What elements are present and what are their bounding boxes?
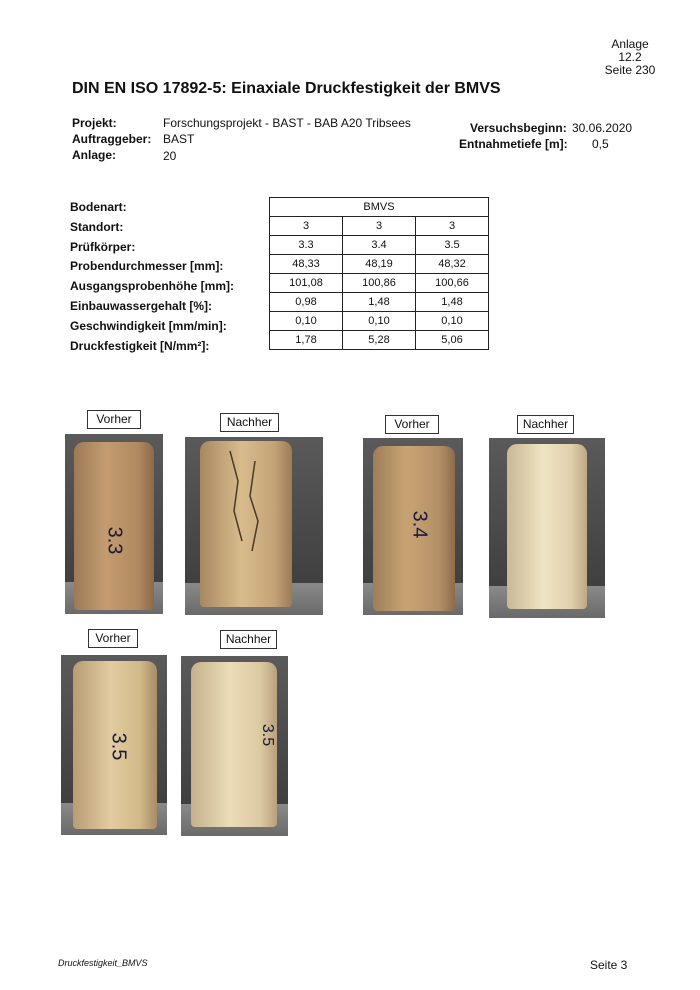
table-cell: 3.3 bbox=[270, 236, 343, 255]
photo-34-after bbox=[489, 438, 605, 618]
anlage-block bbox=[590, 38, 670, 77]
table-row bbox=[270, 236, 489, 255]
table-cell: 100,66 bbox=[416, 274, 489, 293]
footer-left: Druckfestigkeit_BMVS bbox=[58, 958, 148, 968]
table-row bbox=[270, 217, 489, 236]
table-cell: 48,33 bbox=[270, 255, 343, 274]
row-label-druckfestigkeit: Druckfestigkeit [N/mm²]: bbox=[70, 338, 210, 353]
table-cell: 0,10 bbox=[270, 312, 343, 331]
table-cell: 100,86 bbox=[343, 274, 416, 293]
auftraggeber-label: Auftraggeber: bbox=[72, 132, 152, 146]
row-label-standort: Standort: bbox=[70, 219, 124, 234]
photo-33-after bbox=[185, 437, 323, 615]
sample-label-33: 3.3 bbox=[103, 526, 126, 555]
nachher-tag-33: Nachher bbox=[220, 413, 279, 432]
sample-label-34: 3.4 bbox=[408, 510, 431, 539]
anlage-number: 12.2 bbox=[618, 50, 642, 64]
table-cell: 3 bbox=[270, 217, 343, 236]
versuchsbeginn-value: 30.06.2020 bbox=[572, 121, 633, 135]
anlage-meta-label: Anlage: bbox=[72, 148, 117, 162]
table-cell: 3 bbox=[343, 217, 416, 236]
table-cell: 1,48 bbox=[416, 293, 489, 312]
entnahmetiefe-value: 0,5 bbox=[592, 137, 609, 151]
page-number-top: Seite 230 bbox=[604, 63, 656, 77]
sample-label-35-after: 3.5 bbox=[259, 723, 277, 747]
row-label-hoehe: Ausgangsprobenhöhe [mm]: bbox=[70, 279, 234, 294]
table-cell: 0,98 bbox=[270, 293, 343, 312]
table-cell: 1,78 bbox=[270, 331, 343, 350]
photo-33-before bbox=[65, 434, 163, 614]
table-cell: 1,48 bbox=[343, 293, 416, 312]
row-label-geschwindigkeit: Geschwindigkeit [mm/min]: bbox=[70, 318, 227, 333]
photo-34-before bbox=[363, 438, 463, 615]
vorher-tag-33: Vorher bbox=[87, 410, 141, 429]
auftraggeber-value: BAST bbox=[163, 132, 195, 146]
table-cell: 0,10 bbox=[416, 312, 489, 331]
table-row bbox=[270, 293, 489, 312]
anlage-label: Anlage bbox=[611, 37, 649, 51]
table-cell: 48,19 bbox=[343, 255, 416, 274]
projekt-label: Projekt: bbox=[72, 116, 117, 130]
photo-35-before bbox=[61, 655, 167, 835]
table-cell: 3 bbox=[416, 217, 489, 236]
table-row bbox=[270, 312, 489, 331]
table-cell: 5,06 bbox=[416, 331, 489, 350]
photo-35-after bbox=[181, 656, 288, 836]
anlage-meta-value: 20 bbox=[163, 149, 177, 163]
footer-page-number: Seite 3 bbox=[590, 958, 628, 972]
projekt-value: Forschungsprojekt - BAST - BAB A20 Tribsees bbox=[163, 116, 411, 130]
row-label-wassergehalt: Einbauwassergehalt [%]: bbox=[70, 298, 213, 313]
table-cell: 3.4 bbox=[343, 236, 416, 255]
nachher-tag-35: Nachher bbox=[220, 630, 277, 649]
table-cell: 3.5 bbox=[416, 236, 489, 255]
nachher-tag-34: Nachher bbox=[517, 415, 574, 434]
table-row bbox=[270, 255, 489, 274]
vorher-tag-35: Vorher bbox=[88, 629, 138, 648]
entnahmetiefe-label: Entnahmetiefe [m]: bbox=[459, 137, 568, 151]
page-title: DIN EN ISO 17892-5: Einaxiale Druckfestigkeit der BMVS bbox=[72, 80, 501, 97]
table-row-labels bbox=[70, 200, 234, 358]
sample-label-35-before: 3.5 bbox=[107, 732, 130, 761]
row-label-durchmesser: Probendurchmesser [mm]: bbox=[70, 259, 224, 274]
table-cell: 101,08 bbox=[270, 274, 343, 293]
table-cell: 0,10 bbox=[343, 312, 416, 331]
row-label-bodenart: Bodenart: bbox=[70, 200, 127, 214]
results-table bbox=[269, 197, 489, 350]
row-label-pruefkoerper: Prüfkörper: bbox=[70, 239, 136, 254]
crack-lines bbox=[200, 441, 292, 607]
bodenart-cell: BMVS bbox=[270, 198, 489, 217]
vorher-tag-34: Vorher bbox=[385, 415, 439, 434]
table-row bbox=[270, 331, 489, 350]
table-cell: 5,28 bbox=[343, 331, 416, 350]
table-row bbox=[270, 274, 489, 293]
table-cell: 48,32 bbox=[416, 255, 489, 274]
versuchsbeginn-label: Versuchsbeginn: bbox=[470, 121, 567, 135]
table-row bbox=[270, 198, 489, 217]
